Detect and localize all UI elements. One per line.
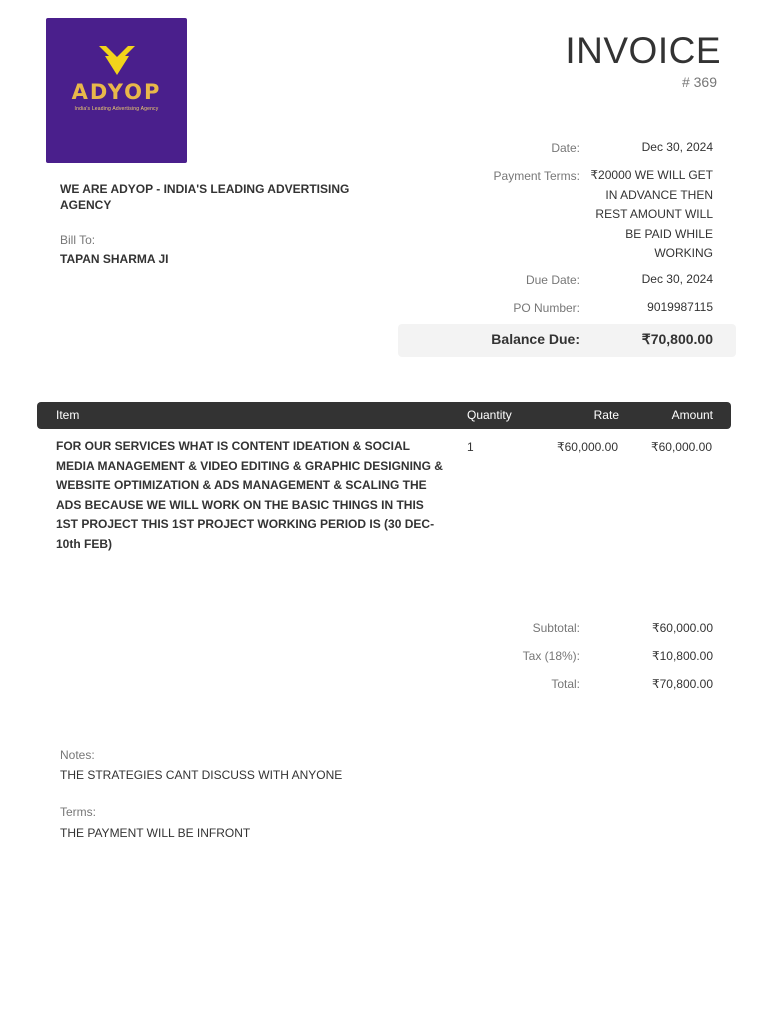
- item-amount: ₹60,000.00: [650, 440, 712, 454]
- po-number-label: PO Number:: [513, 301, 580, 315]
- bill-to-label: Bill To:: [60, 233, 96, 247]
- due-date-label: Due Date:: [525, 273, 580, 287]
- column-header-quantity: Quantity: [467, 408, 512, 422]
- company-logo: [46, 18, 187, 163]
- column-header-item: Item: [56, 408, 80, 422]
- notes-label: Notes:: [60, 748, 95, 762]
- terms-text: THE PAYMENT WILL BE INFRONT: [60, 826, 251, 840]
- column-header-rate: Rate: [593, 408, 619, 422]
- total-value: ₹70,800.00: [651, 677, 713, 691]
- payment-terms-value: ₹20000 WE WILL GET IN ADVANCE THEN REST AMOUNT WILL BE PAID WHILE WORKING: [590, 168, 713, 260]
- sender-name: WE ARE ADYOP - INDIA'S LEADING ADVERTISING AGENCY: [60, 182, 350, 212]
- date-label: Date:: [551, 141, 580, 155]
- tax-value: ₹10,800.00: [651, 649, 713, 663]
- invoice-title: INVOICE: [565, 30, 721, 71]
- balance-due-value: ₹70,800.00: [641, 331, 713, 347]
- logo-tagline: India's Leading Advertising Agency: [74, 106, 159, 112]
- notes-text: THE STRATEGIES CANT DISCUSS WITH ANYONE: [60, 768, 343, 782]
- terms-label: Terms:: [60, 805, 96, 819]
- payment-terms-label: Payment Terms:: [493, 169, 580, 183]
- item-description: FOR OUR SERVICES WHAT IS CONTENT IDEATION & SOCIAL MEDIA MANAGEMENT & VIDEO EDITING & GRAPHIC DESIGNING & WEBSITE OPTIMIZATION & ADS MANAGEMENT & SCALING THE ADS BECAUSE WE WILL WORK ON THE BASIC THINGS IN THIS 1ST PROJECT THIS 1ST PROJECT WORKING PERIOD IS (30 DEC-10th FEB): [56, 439, 443, 551]
- column-header-amount: Amount: [671, 408, 713, 422]
- item-quantity: 1: [467, 440, 474, 454]
- date-value: Dec 30, 2024: [641, 140, 713, 154]
- po-number-value: 9019987115: [647, 300, 713, 314]
- subtotal-value: ₹60,000.00: [651, 621, 713, 635]
- subtotal-label: Subtotal:: [532, 621, 580, 635]
- chevron-logo-icon: [97, 44, 137, 76]
- bill-to-name: TAPAN SHARMA JI: [60, 252, 169, 266]
- total-label: Total:: [551, 677, 580, 691]
- item-rate: ₹60,000.00: [556, 440, 618, 454]
- invoice-number: # 369: [681, 74, 717, 90]
- items-table-header: [37, 402, 731, 429]
- logo-wordmark: ADYOP: [71, 80, 162, 104]
- due-date-value: Dec 30, 2024: [641, 272, 713, 286]
- balance-due-label: Balance Due:: [491, 331, 580, 347]
- tax-label: Tax (18%):: [522, 649, 580, 663]
